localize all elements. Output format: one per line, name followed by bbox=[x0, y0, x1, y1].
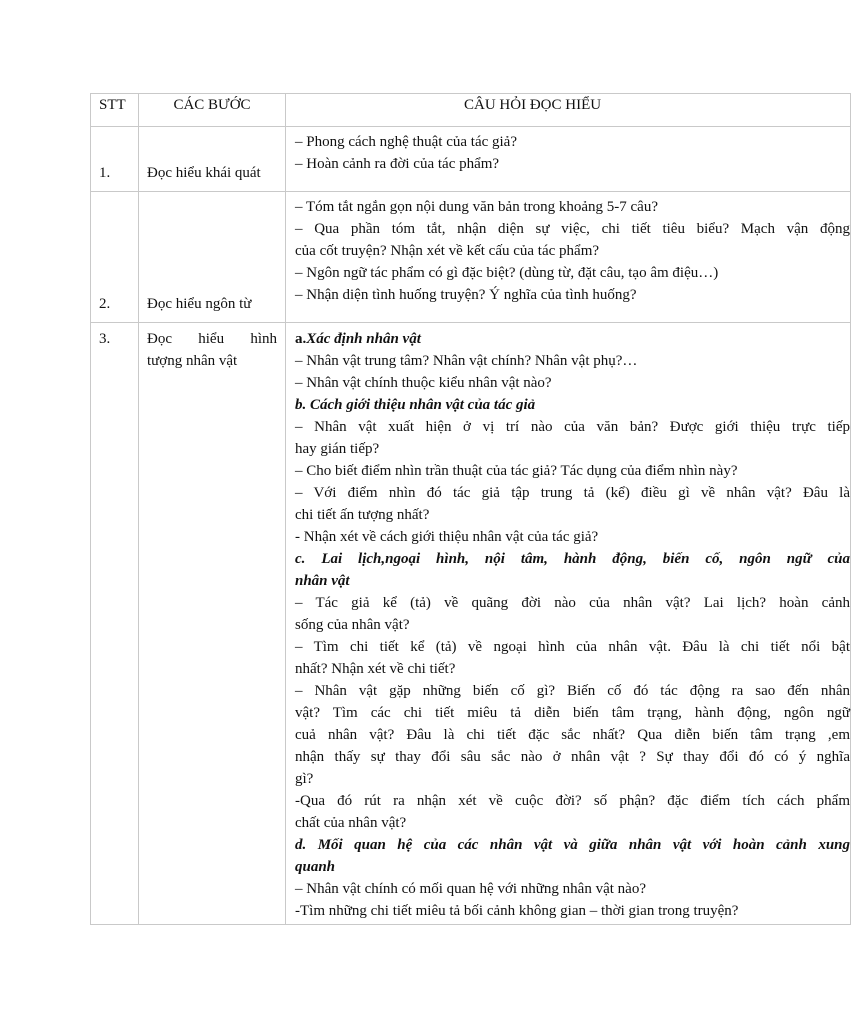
row-step: Đọc hiểu ngôn từ bbox=[139, 192, 286, 323]
question-line: chi tiết ấn tượng nhất? bbox=[295, 507, 430, 523]
question-line: – Nhân vật xuất hiện ở vị trí nào của văn bản? Được giới thiệu trực tiếp bbox=[295, 419, 850, 435]
row-questions bbox=[286, 127, 851, 192]
section-d-heading: d. Mối quan hệ của các nhân vật và giữa nhân vật với hoàn cảnh xung bbox=[295, 837, 850, 853]
reading-steps-table bbox=[90, 93, 851, 925]
question-line: – Qua phần tóm tắt, nhận diện sự việc, chi tiết tiêu biểu? Mạch vận động bbox=[295, 221, 850, 237]
question-line: vật? Tìm các chi tiết miêu tả diễn biến tâm trạng, hành động, ngôn ngữ bbox=[295, 705, 850, 721]
step-label-line: tượng nhân vật bbox=[147, 353, 238, 369]
section-a-title: Xác định nhân vật bbox=[306, 331, 421, 347]
table-row bbox=[91, 192, 851, 323]
header-steps: CÁC BƯỚC bbox=[139, 94, 286, 127]
question-line: của cốt truyện? Nhận xét về kết cấu của tác phẩm? bbox=[295, 243, 600, 259]
question-line: sống của nhân vật? bbox=[295, 617, 410, 633]
question-line: nhận thấy sự thay đổi sâu sắc nào ở nhân vật ? Sự thay đổi đó có ý nghĩa bbox=[295, 749, 850, 765]
row-step: Đọc hiểu khái quát bbox=[139, 127, 286, 192]
row-questions bbox=[286, 192, 851, 323]
table-row bbox=[91, 323, 851, 925]
table-header-row bbox=[91, 94, 851, 127]
table-row bbox=[91, 127, 851, 192]
row-number: 3. bbox=[91, 323, 139, 925]
section-b-heading: b. Cách giới thiệu nhân vật của tác giả bbox=[295, 397, 536, 413]
question-line: nhất? Nhận xét về chi tiết? bbox=[295, 661, 456, 677]
question-line: – Nhân vật chính thuộc kiểu nhân vật nào? bbox=[295, 375, 552, 391]
question-line: gì? bbox=[295, 771, 314, 787]
question-line: -Tìm những chi tiết miêu tả bối cảnh không gian – thời gian trong truyện? bbox=[295, 903, 739, 919]
row-step bbox=[139, 323, 286, 925]
row-number: 2. bbox=[91, 192, 139, 323]
section-a-prefix: a. bbox=[295, 331, 307, 347]
question-line: – Cho biết điểm nhìn trần thuật của tác giả? Tác dụng của điểm nhìn này? bbox=[295, 463, 738, 479]
section-d-heading-cont: quanh bbox=[295, 859, 336, 875]
question-line: cuả nhân vật? Đâu là chi tiết đặc sắc nhất? Qua diễn biến tâm trạng ,em bbox=[295, 727, 850, 743]
header-questions: CÂU HỎI ĐỌC HIỂU bbox=[286, 94, 851, 127]
question-line: – Hoàn cảnh ra đời của tác phẩm? bbox=[295, 156, 500, 172]
question-line: – Nhân vật chính có mối quan hệ với những nhân vật nào? bbox=[295, 881, 646, 897]
question-line: – Ngôn ngữ tác phẩm có gì đặc biệt? (dùng từ, đặt câu, tạo âm điệu…) bbox=[295, 265, 719, 281]
row-questions bbox=[286, 323, 851, 925]
question-line: – Tóm tắt ngắn gọn nội dung văn bản trong khoảng 5-7 câu? bbox=[295, 199, 658, 215]
question-line: chất của nhân vật? bbox=[295, 815, 407, 831]
question-line: -Qua đó rút ra nhận xét về cuộc đời? số phận? đặc điểm tích cách phẩm bbox=[295, 793, 850, 809]
question-line: – Nhân vật trung tâm? Nhân vật chính? Nhân vật phụ?… bbox=[295, 353, 638, 369]
question-line: – Phong cách nghệ thuật của tác giả? bbox=[295, 134, 517, 150]
question-line: – Nhận diện tình huống truyện? Ý nghĩa của tình huống? bbox=[295, 287, 637, 303]
question-line: - Nhận xét về cách giới thiệu nhân vật của tác giả? bbox=[295, 529, 599, 545]
question-line: hay gián tiếp? bbox=[295, 441, 380, 457]
step-label-line: Đọc hiểu hình bbox=[147, 331, 277, 347]
section-a-heading bbox=[295, 328, 850, 350]
question-line: – Tác giả kể (tả) về quãng đời nào của nhân vật? Lai lịch? hoàn cảnh bbox=[295, 595, 850, 611]
question-line: – Tìm chi tiết kể (tả) về ngoại hình của nhân vật. Đâu là chi tiết nổi bật bbox=[295, 639, 850, 655]
section-c-heading: c. Lai lịch,ngoại hình, nội tâm, hành động, biến cố, ngôn ngữ của bbox=[295, 551, 850, 567]
question-line: – Nhân vật gặp những biến cố gì? Biến cố đó tác động ra sao đến nhân bbox=[295, 683, 850, 699]
row-number: 1. bbox=[91, 127, 139, 192]
header-stt: STT bbox=[91, 94, 139, 127]
question-line: – Với điểm nhìn đó tác giả tập trung tả (kể) điều gì về nhân vật? Đâu là bbox=[295, 485, 850, 501]
section-c-heading-cont: nhân vật bbox=[295, 573, 350, 589]
